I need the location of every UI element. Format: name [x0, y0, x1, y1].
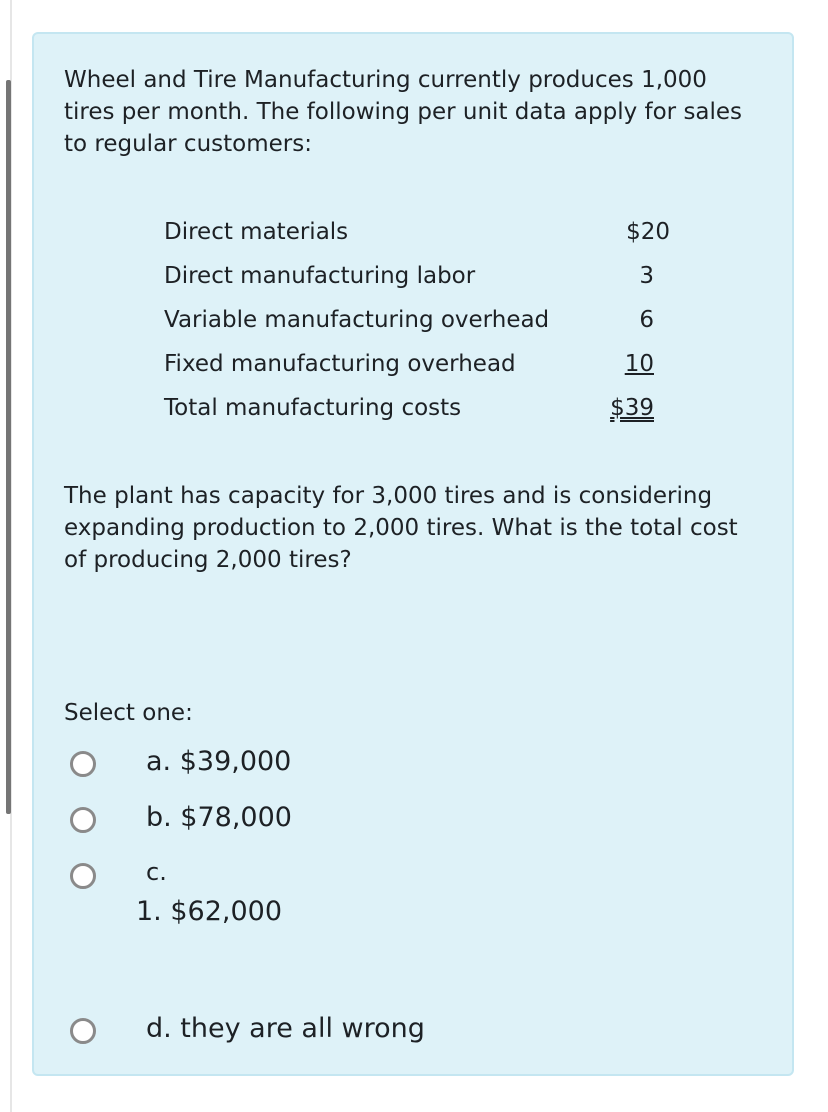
option-sublabel: 1. $62,000: [136, 896, 282, 927]
question-intro: Wheel and Tire Manufacturing currently produces 1,000 tires per month. The following per unit data apply for sales to regular customers:: [64, 67, 743, 157]
cost-amount: [604, 298, 670, 342]
cost-label: Variable manufacturing overhead: [164, 307, 550, 333]
option-label: a. $39,000: [146, 746, 292, 777]
table-row: [164, 342, 670, 386]
cost-amount-value: $20: [626, 219, 670, 245]
question-prompt: The plant has capacity for 3,000 tires and is considering expanding production to 2,000 tires. What is the total cost of producing 2,000 tires?: [64, 483, 738, 573]
table-row: [164, 298, 670, 342]
cost-label: Total manufacturing costs: [164, 395, 462, 421]
scroll-indicator[interactable]: [6, 80, 11, 814]
select-one-label: Select one:: [64, 700, 193, 726]
cost-amount-value: $39: [610, 395, 654, 421]
option-label: c.: [146, 858, 167, 886]
table-row: [164, 386, 670, 430]
radio-button[interactable]: [70, 1018, 96, 1044]
cost-label: Direct materials: [164, 219, 349, 245]
cost-amount: [604, 254, 670, 298]
cost-amount-value: 6: [639, 307, 654, 333]
cost-table: [164, 210, 670, 430]
table-row: [164, 210, 670, 254]
cost-amount-value: 3: [639, 263, 654, 289]
cost-label: Fixed manufacturing overhead: [164, 351, 516, 377]
radio-button[interactable]: [70, 751, 96, 777]
option-label: d. they are all wrong: [146, 1013, 425, 1044]
cost-label: Direct manufacturing labor: [164, 263, 476, 289]
cost-amount: [604, 210, 670, 254]
option-label: b. $78,000: [146, 802, 292, 833]
cost-amount: [604, 386, 670, 430]
question-card: [32, 32, 794, 1076]
radio-button[interactable]: [70, 863, 96, 889]
cost-amount-value: 10: [624, 351, 654, 377]
table-row: [164, 254, 670, 298]
radio-button[interactable]: [70, 807, 96, 833]
cost-amount: [604, 342, 670, 386]
